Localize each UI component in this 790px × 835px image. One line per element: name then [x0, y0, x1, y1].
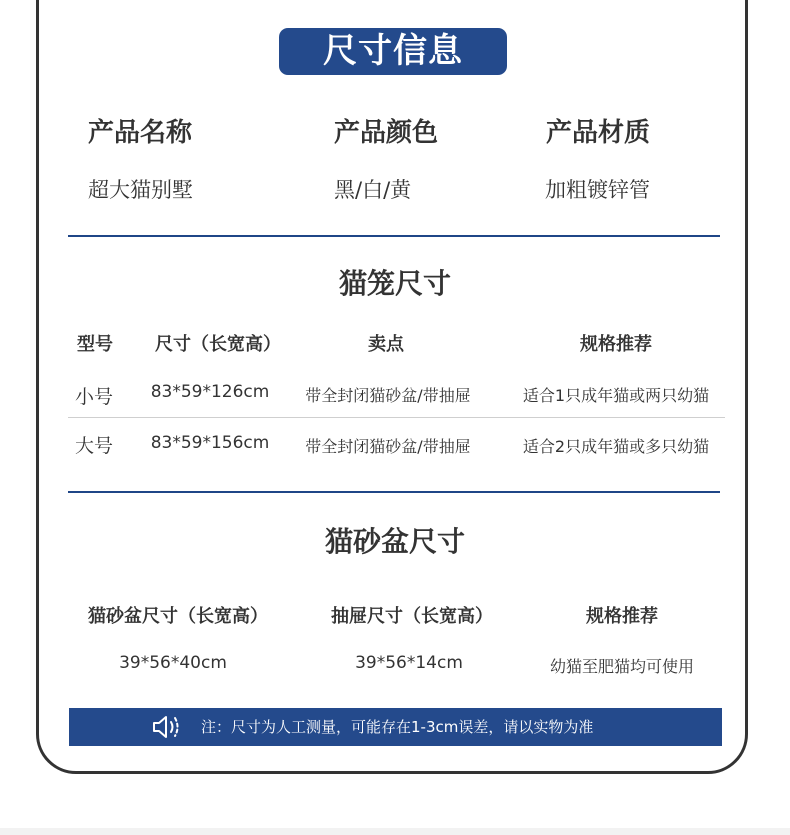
section-divider	[68, 491, 720, 493]
table-cell-recommend: 适合2只成年猫或多只幼猫	[522, 437, 710, 456]
cage-header-recommend: 规格推荐	[580, 334, 652, 355]
cage-header-model: 型号	[77, 334, 113, 355]
table-cell-size: 83*59*126cm	[150, 382, 270, 402]
cage-header-feature: 卖点	[368, 334, 404, 355]
info-value-name: 超大猫别墅	[88, 178, 193, 202]
table-cell-feature: 带全封闭猫砂盆/带抽屉	[305, 437, 471, 456]
table-cell-model: 小号	[74, 386, 113, 408]
litter-value-box-size: 39*56*40cm	[119, 653, 227, 673]
table-cell-feature: 带全封闭猫砂盆/带抽屉	[305, 386, 471, 405]
info-header-name: 产品名称	[88, 118, 193, 148]
row-divider	[68, 417, 725, 418]
table-cell-model: 大号	[74, 435, 113, 457]
info-header-material: 产品材质	[546, 118, 651, 148]
litter-header-recommend: 规格推荐	[586, 606, 658, 627]
litter-value-recommend: 幼猫至肥猫均可使用	[549, 657, 694, 676]
litter-header-drawer-size: 抽屉尺寸（长宽高）	[331, 606, 493, 627]
note-text: 注：尺寸为人工测量，可能存在1-3cm误差，请以实物为准	[201, 718, 594, 736]
bottom-strip	[0, 828, 790, 835]
cage-header-size: 尺寸（长宽高）	[155, 334, 281, 355]
info-value-material: 加粗镀锌管	[545, 178, 650, 202]
info-header-color: 产品颜色	[334, 118, 439, 148]
litter-header-box-size: 猫砂盆尺寸（长宽高）	[88, 606, 268, 627]
info-value-color: 黑/白/黄	[334, 178, 412, 202]
litter-section-title: 猫砂盆尺寸	[324, 525, 465, 558]
table-cell-size: 83*59*156cm	[150, 433, 270, 453]
cage-section-title: 猫笼尺寸	[338, 267, 451, 300]
page-title: 尺寸信息	[279, 28, 507, 75]
litter-value-drawer-size: 39*56*14cm	[355, 653, 463, 673]
speaker-icon	[150, 712, 184, 742]
section-divider	[68, 235, 720, 237]
table-cell-recommend: 适合1只成年猫或两只幼猫	[522, 386, 710, 405]
